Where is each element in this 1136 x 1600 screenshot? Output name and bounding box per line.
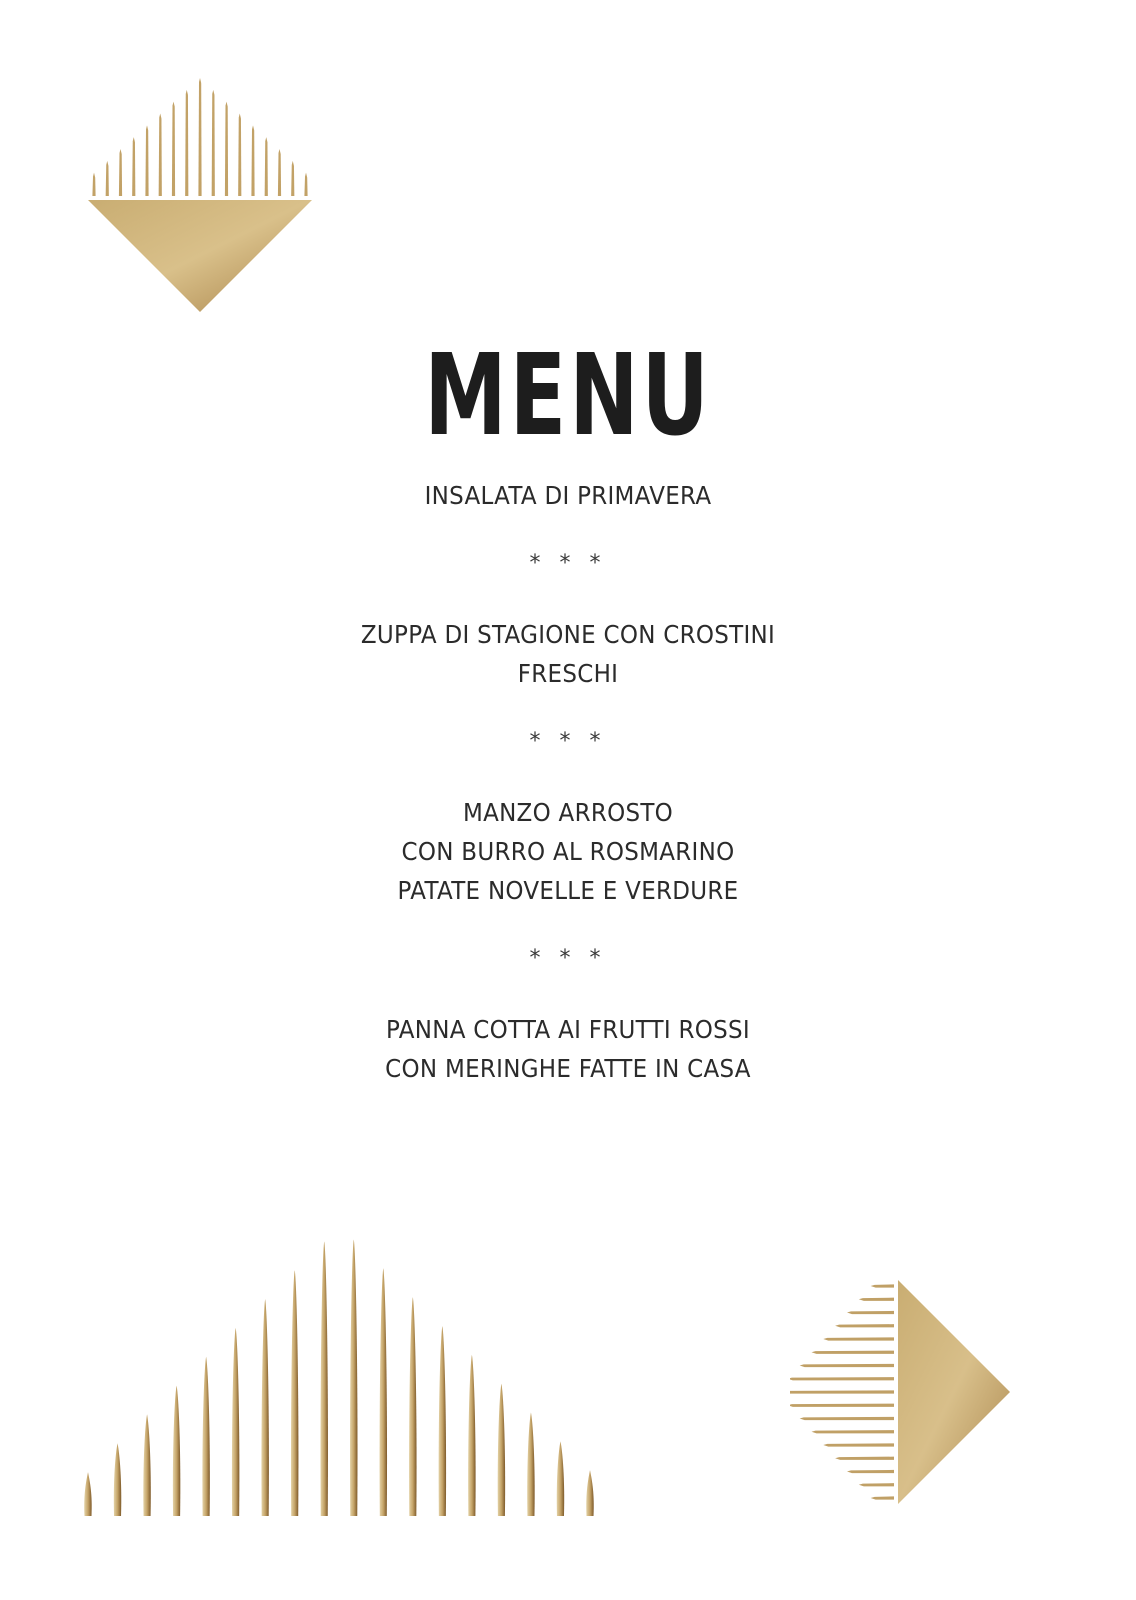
gold-stroke [92,173,95,196]
gold-stroke [498,1384,505,1516]
gold-stroke [800,1417,894,1420]
gold-stroke [790,1377,894,1380]
course-separator: * * * [529,729,607,754]
gold-stroke [811,1430,894,1433]
gold-stroke [350,1239,357,1516]
gold-stroke [225,102,228,196]
gold-stroke [291,161,294,196]
gold-stroke [871,1284,894,1287]
course-line: PATATE NOVELLE E VERDURE [397,876,739,905]
course-line: CON BURRO AL ROSMARINO [401,837,735,866]
gold-stroke [304,173,307,196]
gold-stroke [119,149,122,196]
gold-stroke [823,1337,894,1340]
gold-stroke [321,1241,328,1516]
gold-stroke [468,1355,475,1516]
course-list [0,476,1136,1088]
gold-stroke [173,1386,180,1516]
gold-stroke [291,1270,298,1516]
gold-stroke [859,1298,894,1301]
gold-stroke [143,1414,150,1516]
gold-stroke [106,161,109,196]
gold-stroke [527,1412,534,1516]
gold-stroke [790,1390,894,1393]
gold-stroke [159,113,162,196]
gold-stroke [439,1326,446,1516]
gold-stroke [202,1357,209,1516]
gold-stroke [800,1364,894,1367]
course-separator: * * * [529,946,607,971]
gold-stroke [790,1404,894,1407]
gold-diamond-stripes-icon [88,74,320,324]
gold-stripe-mountain-icon [78,1216,618,1536]
menu-title: MENU [424,331,712,462]
course-separator: * * * [529,551,607,576]
course-line: INSALATA DI PRIMAVERA [424,481,712,510]
course-line: MANZO ARROSTO [462,798,674,827]
gold-stroke [835,1324,894,1327]
gold-stroke [84,1472,91,1516]
gold-stroke [261,1299,268,1516]
gold-stroke [847,1311,894,1314]
gold-stroke [811,1351,894,1354]
gold-stroke [238,113,241,196]
course-line: CON MERINGHE FATTE IN CASA [385,1054,751,1083]
course-line: ZUPPA DI STAGIONE CON CROSTINI [360,620,776,649]
gold-stroke [185,90,188,196]
course-starter [0,476,1136,515]
gold-stroke [198,78,201,196]
gold-stroke [871,1496,894,1499]
gold-stroke [835,1457,894,1460]
gold-stroke [859,1483,894,1486]
course-soup [0,615,1136,693]
gold-stroke [847,1470,894,1473]
gold-stroke [409,1297,416,1516]
gold-stroke [278,149,281,196]
gold-stroke [212,90,215,196]
course-line: FRESCHI [517,659,619,688]
gold-triangle-stripes-icon [790,1280,1040,1530]
course-main [0,793,1136,910]
gold-stroke [251,125,254,196]
gold-stroke [557,1441,564,1516]
gold-stroke [132,137,135,196]
gold-stroke [232,1328,239,1516]
gold-stroke [823,1443,894,1446]
gold-stroke [114,1443,121,1516]
gold-stroke [145,125,148,196]
gold-stroke [380,1268,387,1516]
gold-stroke [586,1470,593,1516]
gold-stroke [172,102,175,196]
gold-stroke [265,137,268,196]
course-line: PANNA COTTA AI FRUTTI ROSSI [386,1015,750,1044]
course-dessert [0,1010,1136,1088]
